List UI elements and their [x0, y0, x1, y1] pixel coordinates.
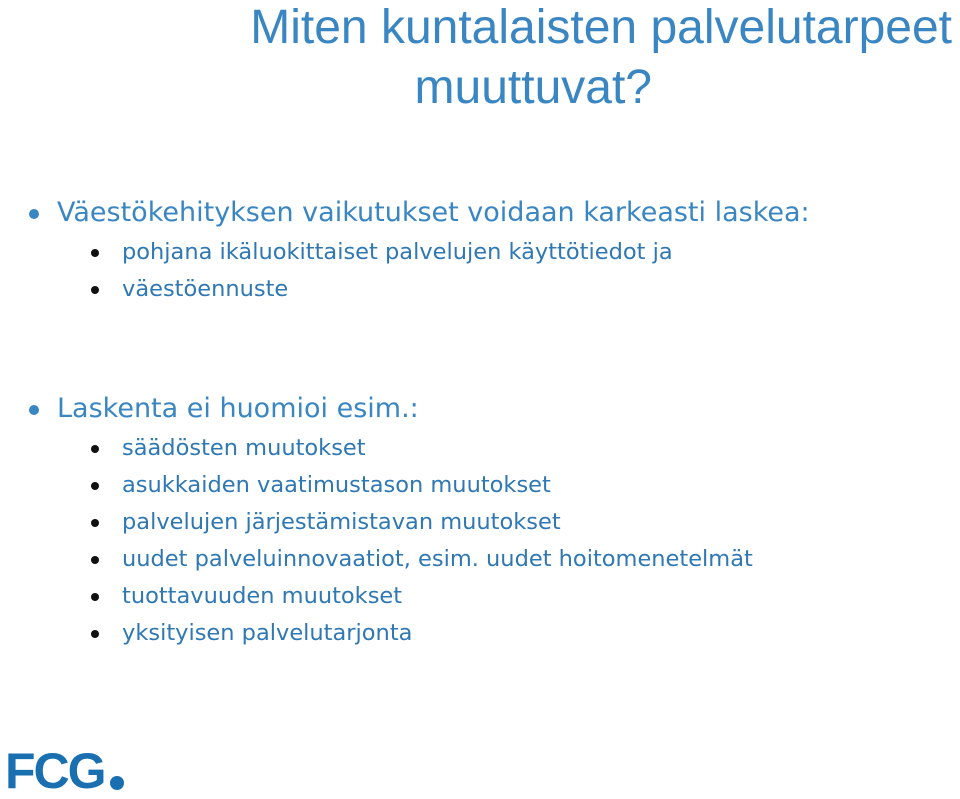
sub-bullet-list — [0, 234, 960, 308]
bullet-dot-icon — [91, 556, 99, 564]
list-item-text: säädösten muutokset — [122, 435, 366, 461]
logo-dot-icon — [110, 776, 124, 790]
bullet-dot-icon — [91, 593, 99, 601]
section-heading-text: Väestökehityksen vaikutukset voidaan karkeasti laskea: — [57, 197, 810, 228]
list-item — [0, 467, 960, 504]
list-item-text: yksityisen palvelutarjonta — [122, 620, 413, 646]
list-item — [0, 578, 960, 615]
list-item-text: palvelujen järjestämistavan muutokset — [122, 509, 561, 535]
list-item-text: väestöennuste — [122, 276, 289, 302]
section-population-development — [0, 194, 960, 308]
bullet-dot-icon — [91, 286, 99, 294]
list-item-text: tuottavuuden muutokset — [122, 583, 403, 609]
list-item-text: pohjana ikäluokittaiset palvelujen käyttötiedot ja — [122, 239, 673, 265]
sub-bullet-list — [0, 430, 960, 652]
list-item — [0, 271, 960, 308]
bullet-dot-icon — [91, 519, 99, 527]
bullet-dot-icon — [29, 405, 39, 415]
bullet-dot-icon — [91, 630, 99, 638]
section-heading — [0, 194, 960, 232]
section-calculation-limitations — [0, 390, 960, 652]
slide-title-line-1: Miten kuntalaisten palvelutarpeet — [250, 1, 952, 54]
section-heading-text: Laskenta ei huomioi esim.: — [57, 393, 419, 424]
slide-title — [0, 0, 960, 114]
logo-text: FCG — [5, 743, 105, 799]
bullet-dot-icon — [29, 209, 39, 219]
list-item — [0, 615, 960, 652]
list-item-text: asukkaiden vaatimustason muutokset — [122, 472, 551, 498]
list-item — [0, 430, 960, 467]
bullet-dot-icon — [91, 249, 99, 257]
fcg-logo — [5, 743, 124, 799]
list-item — [0, 504, 960, 541]
list-item — [0, 234, 960, 271]
list-item-text: uudet palveluinnovaatiot, esim. uudet hoitomenetelmät — [122, 546, 753, 572]
section-heading — [0, 390, 960, 428]
list-item — [0, 541, 960, 578]
bullet-dot-icon — [91, 482, 99, 490]
slide-title-line-2: muuttuvat? — [414, 61, 652, 114]
bullet-dot-icon — [91, 445, 99, 453]
